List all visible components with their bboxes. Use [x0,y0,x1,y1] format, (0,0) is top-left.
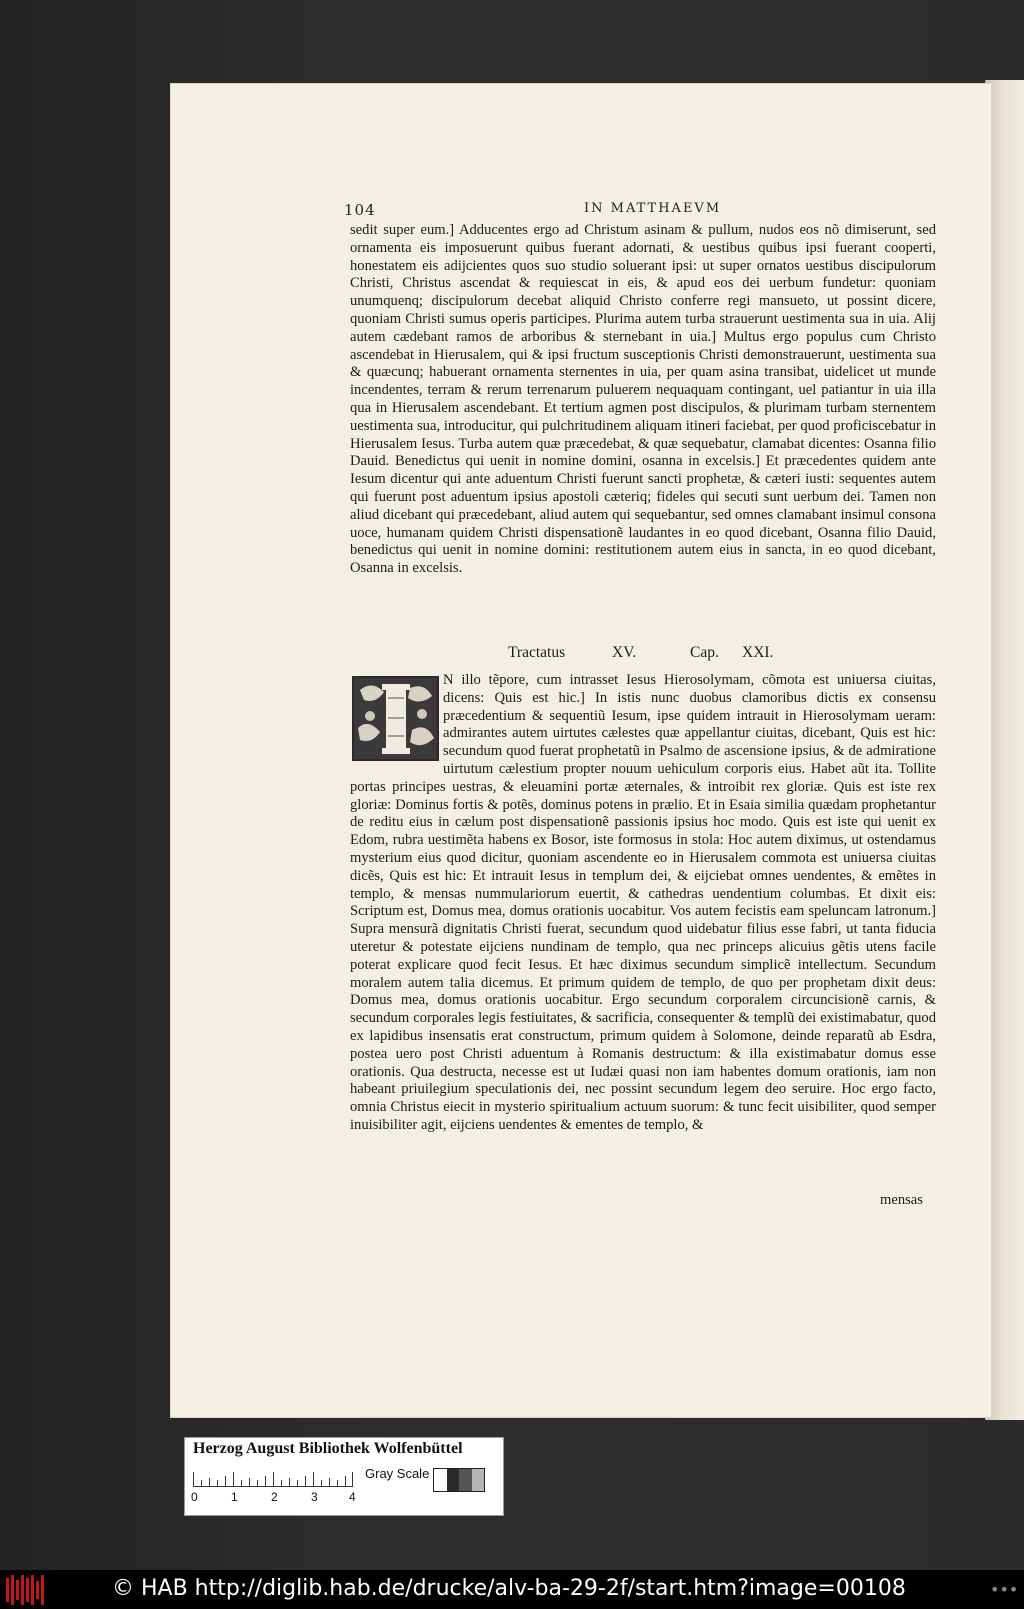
tick-2: 2 [271,1490,278,1504]
hab-logo-icon [6,1575,46,1605]
tractatus-number: XV. [612,644,637,661]
swatch-white [434,1469,447,1491]
gray-swatches [433,1468,485,1492]
tractatus-label: Tractatus [508,644,566,661]
more-icon: ••• [990,1580,1019,1599]
text-block-1 [350,222,936,578]
tick-4: 4 [349,1490,356,1504]
tick-0: 0 [191,1490,198,1504]
page-number: 104 [344,201,376,219]
scale-ruler [193,1466,353,1487]
tick-1: 1 [231,1490,238,1504]
paragraph-1: sedit super eum.] Adducentes ergo ad Christum asinam & pullum, nudos eos nõ dimiserunt, sed ornamenta eis imposuerunt quibus fuerant adornati, & uestibus quibus ipsi fuerant cooperti, honestatem eis adijcientes quos suo studio soluerant ipsi: ut super ornatos uestibus discipulorum Christi, Christus ascendat & requiescat in eis, & apud eos dei uerbum fundetur: quoniam unumquenq; discipulorum decebat aliquid Christo conferre regi mansueto, ut possint dicere, quoniam Christi sumus operis participes. Plurima autem turba strauerunt uestimenta sua in uia. Alij autem cædebant ramos de arboribus & sternebant in uia.] Multus ergo populus cum Christo ascendebat in Hierusalem, qui & ipsi fructum susceptionis Christi demonstrauerunt, uestimenta sua & quæcunq; habuerant ornamenta sternentes in uia, per quam asina transibat, uidelicet ut munde incendentes, terram & rerum terrenarum puluerem nequaquam contingant, uel patiantur in uia illa qua in Hierusalem ascendebant. Et tertium agmen post discipulos, & plurimam turbam sternentem uestimenta sua, introducitur, qui pulchritudinem aliquam itineri faciebat, per quod proficiscebatur in Hierusalem Iesus. Turba autem quæ præcedebat, & quæ sequebatur, clamabat dicentes: Osanna filio Dauid. Benedictus qui uenit in nomine domini, osanna in excelsis.] Et præcedentes quidem ante Iesum dicentur qui ante aduentum Christi fuerunt sancti prophetæ, & cæteri iusti: sequentes autem qui fuerunt post aduentum ipsius apostoli cæteriq; fideles qui secuti sunt uerbum dei. Tamen non aliud dicebant qui præcedebant, aliud autem qui sequebantur, sed omnes clamabant insimul consona uoce, humanam quidem Christi dispensationẽ laudantes in eo quod dicebant, Osanna filio Dauid, benedictus qui uenit in nomine domini: restitutionem autem eius in sancta, in eo quod dicebant, Osanna in excelsis. [350,222,936,577]
swatch-dark-gray [459,1469,472,1491]
catchword: mensas [880,1192,923,1208]
scale-numbers [191,1490,361,1506]
decorated-initial-I [352,676,439,761]
swatch-light-gray [472,1469,485,1491]
tick-3: 3 [311,1490,318,1504]
cap-label: Cap. [690,644,719,661]
footer-bar [0,1570,1024,1609]
section-heading [508,644,888,664]
cap-number: XXI. [742,644,774,661]
ornament-icon [354,678,437,759]
swatch-black [447,1469,460,1491]
library-name: Herzog August Bibliothek Wolfenbüttel [193,1440,463,1457]
running-title: IN MATTHAEVM [584,201,722,216]
gray-scale-label: Gray Scale [365,1466,430,1481]
running-head [344,201,944,223]
color-calibration-bar [184,1437,504,1516]
source-url[interactable]: © HAB http://diglib.hab.de/drucke/alv-ba-29-2f/start.htm?image=00108 [112,1576,906,1601]
paragraph-2: N illo tẽpore, cum intrasset Iesus Hierosolymam, cõmota est uniuersa ciuitas, dicens: Quis est hic.] In istis nunc duobus clamoribus dictis ex consensu præcedentium & sequentiũ Iesum, ipse quidem intrauit in Hierosolymam ueram: admirantes autem uirtutes cælestes quæ appellantur ciuitas, dicebant, Quis est hic: secundum quod fuerat prophetatũ in Psalmo de ascensione ipsius, & de admiratione uirtutum cælestium propter nouum uehiculum corporis eius. Habet aũt ita. Tollite portas principes uestras, & eleuamini portæ æternales, & introibit rex gloriæ. Quis est iste rex gloriæ: Dominus fortis & potẽs, dominus potens in prælio. Et in Esaia similia quædam prophetantur de reditu eius in cælum post dispensationẽ passionis ipsius hoc modo. Quis est iste qui uenit ex Edom, rubra uestimẽta habens ex Bosor, iste formosus in stola: Hoc autem diximus, ut ostendamus mysterium eius quod dicitur, quoniam ascendente eo in Hierusalem commota est uniuersa ciuitas dicẽs, Quis est hic: Et intrauit Iesus in templum dei, & eijciebat omnes uendentes, & emẽtes in templo, & mensas nummulariorum euertit, & cathedras uendentium columbas. Et dixit eis: Scriptum est, Domus mea, domus orationis uocabitur. Vos autem fecistis eam speluncam latronum.] Supra mensurã dignitatis Christi fuerat, secundum quod uidebatur filius esse fabri, ut tanta fiducia uteretur & potestate eijciens nundinam de templo, qua nec princeps alicuius gẽtis utens facile poterat explicare quod fecit Iesus. Et hæc diximus secundum simplicẽ intellectum. Secundum moralem autem talia dicemus. Et primum quidem de templo, de quo per prophetam dixit deus: Domus mea, domus orationis uocabitur. Ergo secundum corporalem circuncisionẽ carnis, & secundum corporales legis festiuitates, & sacrificia, consequenter & templũ dei existimabatur, quod ex lapidibus insensatis erat constructum, primum quidem à Solomone, deinde reparatũ ab Esdra, postea uero post Christi aduentum à Romanis destructum: & illa existimabatur domus esse orationis. Qua destructa, necesse est ut Iudæi quasi non iam habentes domum orationis, iam non habeant priuilegium speculationis dei, nec possint secundum legem deo seruire. Hoc ergo facto, omnia Christus eiecit in mysterio spiritualium actuum suorum: & tunc fecit uisibiliter, quod semper inuisibiliter agit, eijciens uendentes & ementes de templo, & [350,672,936,1133]
